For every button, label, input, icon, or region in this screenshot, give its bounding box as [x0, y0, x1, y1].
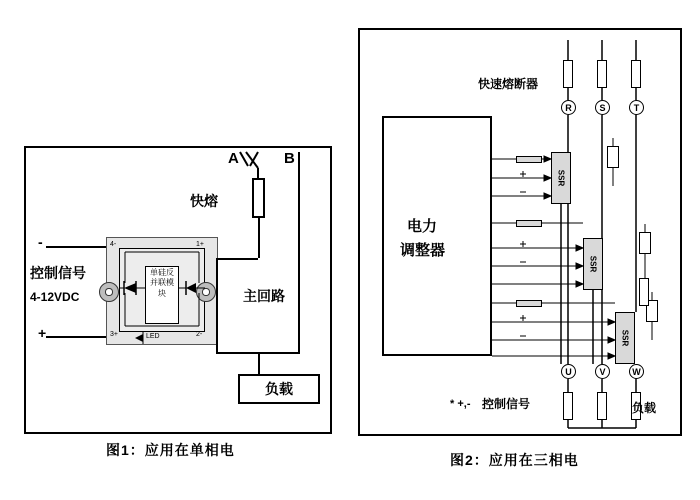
module-text-label: 单硅反并联模块 — [150, 268, 174, 298]
figure-2-caption: 图2：应用在三相电 — [450, 452, 579, 468]
output-w-terminal: W — [629, 364, 644, 379]
control-signal-label: 控制信号 — [30, 265, 86, 281]
phase-s-terminal: S — [595, 100, 610, 115]
control-voltage-label: 4-12VDC — [30, 290, 80, 304]
pin-2-label: 2- — [196, 331, 203, 338]
figure-2-control-signal-marks: * +,- — [450, 398, 471, 410]
phase-t-terminal: T — [629, 100, 644, 115]
terminal-b-label: B — [284, 150, 295, 167]
fuse-label: 快熔 — [190, 193, 218, 209]
phase-r-terminal: R — [561, 100, 576, 115]
led-label: LED — [146, 333, 160, 340]
pin-4-label: 4- — [110, 241, 117, 248]
load-label: 负载 — [265, 381, 293, 397]
pin-3-label: 3+ — [110, 331, 118, 338]
control-minus-sign: - — [38, 234, 43, 250]
control-plus-sign: + — [38, 325, 47, 341]
main-circuit-label: 主回路 — [243, 288, 285, 304]
terminal-a-label: A — [228, 150, 239, 167]
figure-2-control-signal-label: 控制信号 — [482, 397, 531, 411]
figure-2-load-label: 负载 — [632, 401, 657, 415]
power-regulator-label-line2: 调整器 — [400, 242, 446, 259]
ssr-module-1-label: SSR — [556, 169, 566, 187]
ssr-module-3-label: SSR — [620, 329, 630, 347]
figure-1-caption: 图1：应用在单相电 — [106, 442, 235, 458]
power-regulator-label-line1: 电力 — [407, 218, 438, 235]
output-u-terminal: U — [561, 364, 576, 379]
pin-1-label: 1+ — [196, 241, 204, 248]
fast-fuse-label: 快速熔断器 — [478, 77, 539, 91]
ssr-module-2-label: SSR — [588, 255, 598, 273]
output-v-terminal: V — [595, 364, 610, 379]
